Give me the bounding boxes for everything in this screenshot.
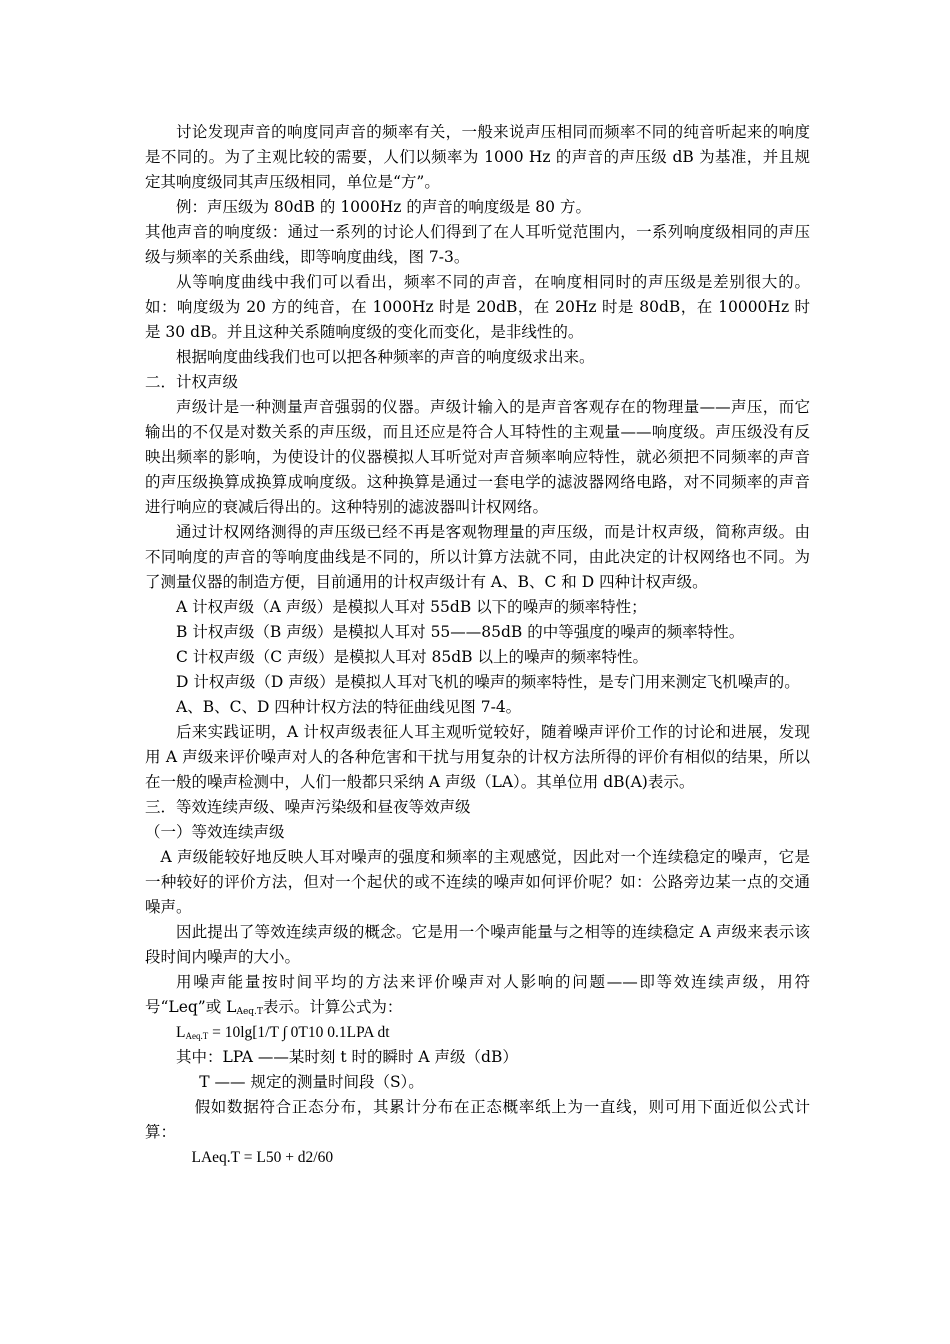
paragraph-normal-distribution: 假如数据符合正态分布，其累计分布在正态概率纸上为一直线，则可用下面近似公式计算： — [145, 1098, 810, 1141]
leq-subscript: Aeq.T — [236, 1007, 263, 1017]
formula-term-lpa: 其中：LPA ——某时刻 t 时的瞬时 A 声级（dB） — [176, 1048, 518, 1066]
paragraph-loudness-level-calc: 根据响度曲线我们也可以把各种频率的声音的响度级求出来。 — [176, 348, 595, 366]
leq-text-end: 表示。计算公式为： — [262, 998, 403, 1016]
paragraph-b-weighting: B 计权声级（B 声级）是模拟人耳对 55——85dB 的中等强度的噪声的频率特性。 — [176, 623, 745, 641]
paragraph-weighted-network: 通过计权网络测得的声压级已经不再是客观物理量的声压级，而是计权声级，简称声级。由不同响度的声音的等响度曲线是不同的，所以计算方法就不同，由此决定的计权网络也不同。为了测量仪器的制造方便，目前通用的计权声级计有 A、B、C 和 D 四种计权声级。 — [145, 523, 810, 591]
paragraph-equivalent-concept: 因此提出了等效连续声级的概念。它是用一个噪声能量与之相等的连续稳定 A 声级来表示该段时间内噪声的大小。 — [145, 923, 810, 966]
formula-approximation: LAeq.T = L50 + d2/60 — [191, 1149, 334, 1166]
paragraph-d-weighting: D 计权声级（D 声级）是模拟人耳对飞机的噪声的频率特性，是专门用来测定飞机噪声的。 — [176, 673, 800, 691]
paragraph-sound-level-meter: 声级计是一种测量声音强弱的仪器。声级计输入的是声音客观存在的物理量——声压，而它输出的不仅是对数关系的声压级，而且还应是符合人耳特性的主观量——响度级。声压级没有反映出频率的影响，为使设计的仪器模拟人耳听觉对声音频率响应特性，就必须把不同频率的声音的声压级换算成换算成响度级。这种换算是通过一套电学的滤波器网络电路，对不同频率的声音进行响应的衰减后得出的。这种特别的滤波器叫计权网络。 — [145, 398, 810, 516]
subsection-heading-equivalent-continuous: （一）等效连续声级 — [145, 823, 285, 841]
paragraph-curve-observation: 从等响度曲线中我们可以看出，频率不同的声音，在响度相同时的声压级是差别很大的。如：响度级为 20 方的纯音，在 1000Hz 时是 20dB，在 20Hz 时是 80dB，在 10000Hz 时是 30 dB。并且这种关系随响度级的变化而变化，是非线性的。 — [145, 273, 810, 341]
section-heading-weighted-level: 二．计权声级 — [145, 373, 239, 391]
leq-text-start: 用噪声能量按时间平均的方法来评价噪声对人影响的问题——即等效连续声级，用符号“Leq”或 L — [145, 973, 810, 1016]
paragraph-example: 例：声压级为 80dB 的 1000Hz 的声音的响度级是 80 方。 — [176, 198, 591, 216]
paragraph-weighting-curves: A、B、C、D 四种计权方法的特征曲线见图 7-4。 — [176, 698, 522, 716]
paragraph-equal-loudness-curve: 其他声音的响度级：通过一系列的讨论人们得到了在人耳听觉范围内，一系列响度级相同的声压级与频率的关系曲线，即等响度曲线，图 7-3。 — [145, 223, 810, 266]
paragraph-loudness-frequency: 讨论发现声音的响度同声音的频率有关，一般来说声压相同而频率不同的纯音听起来的响度是不同的。为了主观比较的需要，人们以频率为 1000 Hz 的声音的声压级 dB 为基准，并且规定其响度级同其声压级相同，单位是“方”。 — [145, 123, 810, 191]
document-body — [145, 120, 810, 1170]
formula-term-t: T —— 规定的测量时间段（S）。 — [199, 1073, 424, 1091]
paragraph-a-weighting: A 计权声级（A 声级）是模拟人耳对 55dB 以下的噪声的频率特性； — [176, 598, 647, 616]
paragraph-c-weighting: C 计权声级（C 声级）是模拟人耳对 85dB 以上的噪声的频率特性。 — [176, 648, 648, 666]
formula-leq-subscript: Aeq.T — [185, 1031, 209, 1041]
section-heading-equivalent-level: 三．等效连续声级、噪声污染级和昼夜等效声级 — [145, 798, 471, 816]
paragraph-a-level-practice: 后来实践证明，A 计权声级表征人耳主观听觉较好，随着噪声评价工作的讨论和进展，发现用 A 声级来评价噪声对人的各种危害和干扰与用复杂的计权方法所得的评价有相似的结果，所以在一般的噪声检测中，人们一般都只采纳 A 声级（LA）。其单位用 dB(A)表示。 — [145, 723, 810, 791]
paragraph-a-level-limits: A 声级能较好地反映人耳对噪声的强度和频率的主观感觉，因此对一个连续稳定的噪声，它是一种较好的评价方法，但对一个起伏的或不连续的噪声如何评价呢？如：公路旁边某一点的交通噪声。 — [145, 848, 810, 916]
paragraph-leq-definition — [145, 970, 810, 1020]
formula-leq-symbol: L — [176, 1024, 186, 1041]
formula-leq — [145, 1020, 810, 1045]
formula-leq-body: = 10lg[1/T ∫ 0T10 0.1LPA dt — [208, 1024, 390, 1041]
